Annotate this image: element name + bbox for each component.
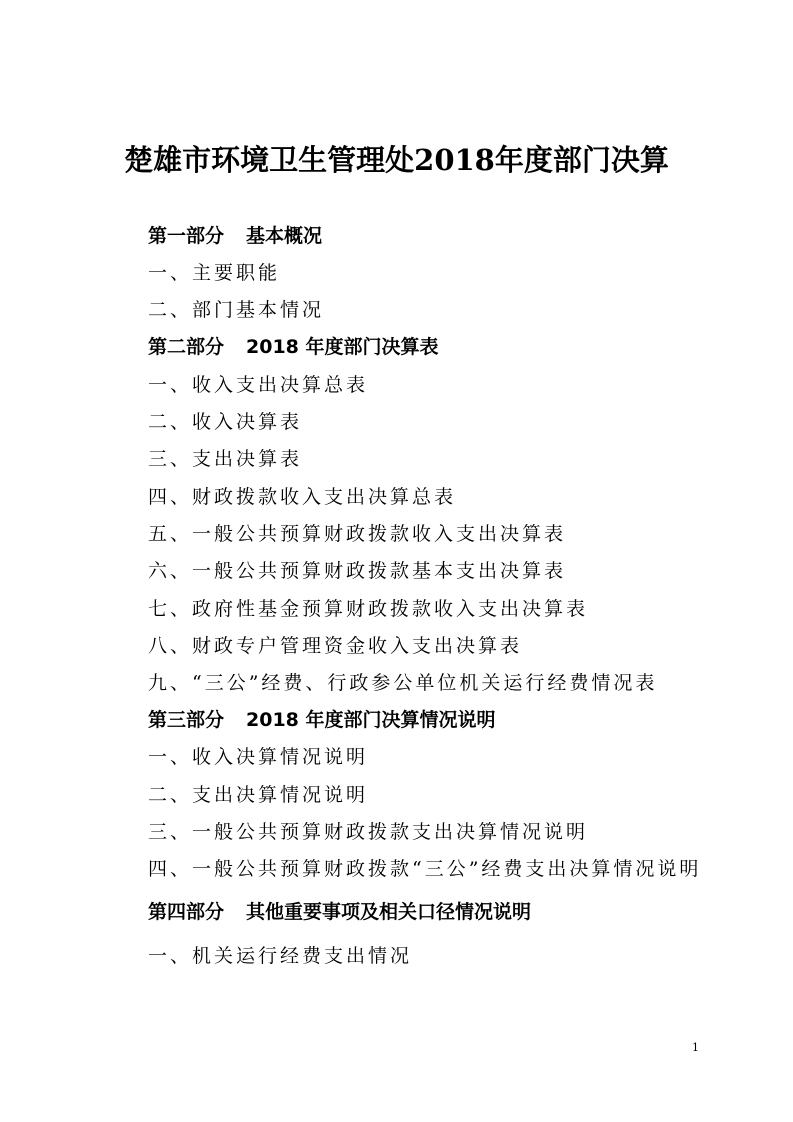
part-label: 第四部分 (148, 901, 225, 923)
part-name: 2018 年度部门决算情况说明 (246, 709, 496, 731)
part-name: 基本概况 (246, 225, 323, 247)
toc-item: 五、一般公共预算财政拨款收入支出决算表 (148, 523, 567, 545)
toc-item: 六、一般公共预算财政拨款基本支出决算表 (148, 560, 567, 582)
part-heading-2 (148, 335, 439, 359)
toc-item: 三、一般公共预算财政拨款支出决算情况说明 (148, 821, 589, 843)
toc-item: 二、支出决算情况说明 (148, 784, 369, 806)
toc-item: 七、政府性基金预算财政拨款收入支出决算表 (148, 598, 589, 620)
toc-item: 四、财政拨款收入支出决算总表 (148, 486, 457, 508)
toc-item: 一、收入决算情况说明 (148, 746, 369, 768)
part-label: 第一部分 (148, 225, 225, 247)
toc-item: 八、财政专户管理资金收入支出决算表 (148, 635, 523, 657)
toc-item: 一、机关运行经费支出情况 (148, 945, 413, 967)
part-name: 2018 年度部门决算表 (246, 336, 439, 358)
part-heading-1 (148, 224, 322, 248)
document-title: 楚雄市环境卫生管理处2018年度部门决算 (124, 143, 669, 177)
toc-item: 二、部门基本情况 (148, 299, 325, 321)
part-heading-3 (148, 708, 496, 732)
toc-item: 九、“三公”经费、行政参公单位机关运行经费情况表 (148, 672, 658, 694)
toc-item: 二、收入决算表 (148, 411, 303, 433)
page-number: 1 (692, 1041, 699, 1054)
part-label: 第三部分 (148, 709, 225, 731)
toc-item: 一、主要职能 (148, 262, 281, 284)
part-name: 其他重要事项及相关口径情况说明 (246, 901, 532, 923)
part-heading-4 (148, 900, 531, 924)
toc-item: 四、一般公共预算财政拨款“三公”经费支出决算情况说明 (148, 858, 702, 880)
toc-item: 一、收入支出决算总表 (148, 374, 369, 396)
part-label: 第二部分 (148, 336, 225, 358)
toc-item: 三、支出决算表 (148, 448, 303, 470)
